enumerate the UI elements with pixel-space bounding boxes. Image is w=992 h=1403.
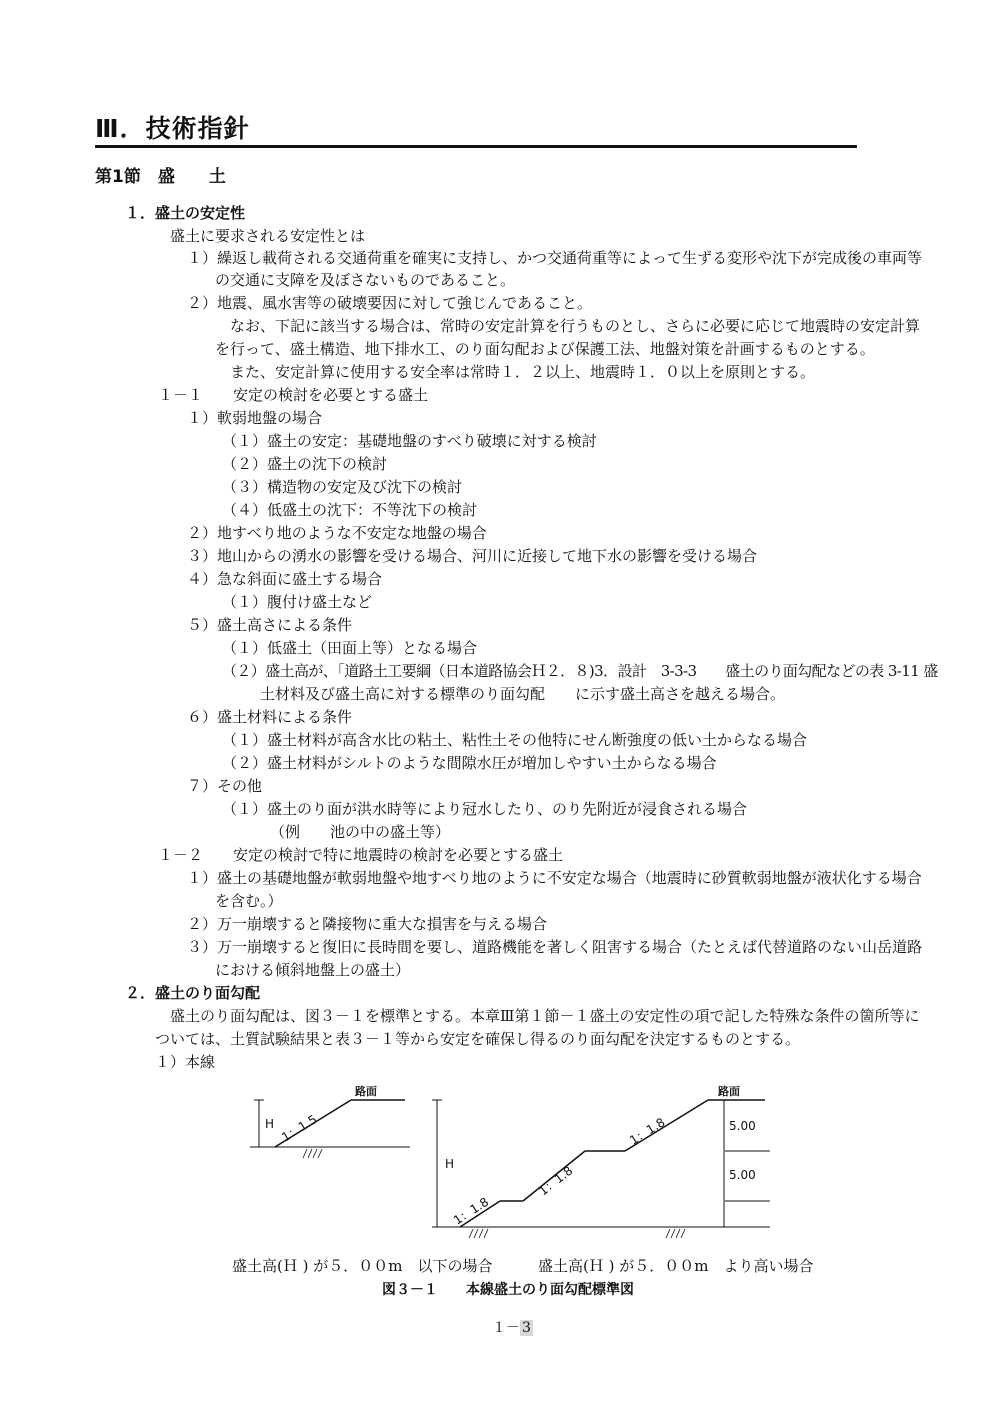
list-subitem: （１）盛土の安定：基礎地盤のすべり破壊に対する検討 <box>222 432 597 450</box>
list-item: ５）盛土高さによる条件 <box>187 616 353 634</box>
list-subitem-cont: 土材料及び盛土高に対する標準のり面勾配 に示す盛土高さを越える場合。 <box>260 685 786 703</box>
list-item: ２）地震、風水害等の破壊要因に対して強じんであること。 <box>187 294 593 312</box>
page-number-value: 3 <box>522 1320 531 1336</box>
page-number-prefix: １－ <box>492 1320 520 1336</box>
figure-left-diagram <box>245 1080 415 1170</box>
list-subitem: （２）盛土の沈下の検討 <box>222 455 388 473</box>
list-item-cont: の交通に支障を及ぼさないものであること。 <box>215 271 516 289</box>
paragraph: なお、下記に該当する場合は、常時の安定計算を行うものとし、さらに必要に応じて地震時の安定計算 <box>230 317 921 335</box>
chapter-title-rule <box>95 145 857 148</box>
list-item-cont: を含む。） <box>215 892 283 910</box>
subsection-2-title: ２．盛土のり面勾配 <box>125 984 261 1002</box>
list-subitem: （１）盛土のり面が洪水時等により冠水したり、のり先附近が浸食される場合 <box>222 800 748 818</box>
list-subitem: （２）盛土高が、「道路土工要綱（日本道路協会Ｈ２．８)3．設計 3-3-3 盛土のり面勾配などの表 3-11 盛 <box>222 662 938 680</box>
paragraph: また、安定計算に使用する安全率は常時１．２以上、地震時１．０以上を原則とする。 <box>230 363 816 381</box>
list-subitem: （１）腹付け盛土など <box>222 593 373 611</box>
list-item: ７）その他 <box>187 777 263 795</box>
section-title: 第1節 盛 土 <box>95 167 226 187</box>
list-subitem: （１）低盛土（田面上等）となる場合 <box>222 639 478 657</box>
list-item-cont: における傾斜地盤上の盛土） <box>215 961 411 979</box>
list-item: １）軟弱地盤の場合 <box>187 409 323 427</box>
page-number <box>492 1320 533 1336</box>
list-subitem-example: （例 池の中の盛土等） <box>270 823 451 841</box>
subsection-1-title: １．盛土の安定性 <box>125 204 246 222</box>
figure-right-diagram <box>425 1080 770 1250</box>
list-item: ２）万一崩壊すると隣接物に重大な損害を与える場合 <box>187 915 548 933</box>
height-label-left: H <box>265 1117 275 1131</box>
figure-title: 図３－１ 本線盛土のり面勾配標準図 <box>382 1282 634 1298</box>
subheading-1-1: １－１ 安定の検討を必要とする盛土 <box>158 386 429 404</box>
paragraph: 盛土のり面勾配は、図３－１を標準とする。本章Ⅲ第１節－１盛土の安定性の項で記した特殊な条件の箇所等に <box>170 1007 920 1025</box>
paragraph: 盛土に要求される安定性とは <box>170 227 366 245</box>
figure-right-caption: 盛土高(Ｈ ) が５．００m より高い場合 <box>538 1257 814 1275</box>
height-label-right: H <box>445 1157 455 1171</box>
list-item: ３）万一崩壊すると復旧に長時間を要し、道路機能を著しく阻害する場合（たとえば代替道路のない山岳道路 <box>187 938 923 956</box>
subheading-1-2: １－２ 安定の検討で特に地震時の検討を必要とする盛土 <box>158 846 564 864</box>
list-subitem: （１）盛土材料が高含水比の粘土、粘性土その他特にせん断強度の低い土からなる場合 <box>222 731 808 749</box>
slope-ratio-right-lower: 1：1.8 <box>451 1194 492 1228</box>
list-subitem: （３）構造物の安定及び沈下の検討 <box>222 478 463 496</box>
slope-ratio-right-upper: 1：1.8 <box>627 1115 668 1148</box>
list-item: ４）急な斜面に盛土する場合 <box>187 570 383 588</box>
slope-ratio-left: 1：1.5 <box>279 1112 320 1145</box>
dimension-upper: 5.00 <box>729 1119 756 1133</box>
list-item: １）繰返し載荷される交通荷重を確実に支持し、かつ交通荷重等によって生ずる変形や沈下が完成後の車両等 <box>187 249 923 267</box>
list-item: ６）盛土材料による条件 <box>187 708 353 726</box>
dimension-lower: 5.00 <box>729 1168 756 1182</box>
figure-left-caption: 盛土高(Ｈ ) が５．００m 以下の場合 <box>232 1257 493 1275</box>
list-subitem: （４）低盛土の沈下：不等沈下の検討 <box>222 501 478 519</box>
road-surface-label-left: 路面 <box>355 1085 377 1098</box>
list-subitem: （２）盛土材料がシルトのような間隙水圧が増加しやすい土からなる場合 <box>222 754 717 772</box>
paragraph-cont: を行って、盛土構造、地下排水工、のり面勾配および保護工法、地盤対策を計画するものとする。 <box>215 340 875 358</box>
list-item: １）盛土の基礎地盤が軟弱地盤や地すべり地のように不安定な場合（地震時に砂質軟弱地盤が液状化する場合 <box>187 869 922 887</box>
list-item: １）本線 <box>155 1053 216 1071</box>
chapter-title: Ⅲ．技術指針 <box>95 114 250 143</box>
road-surface-label-right: 路面 <box>718 1085 740 1098</box>
list-item: ３）地山からの湧水の影響を受ける場合、河川に近接して地下水の影響を受ける場合 <box>187 547 758 565</box>
list-item: ２）地すべり地のような不安定な地盤の場合 <box>187 524 487 542</box>
paragraph-cont: ついては、土質試験結果と表３－１等から安定を確保し得るのり面勾配を決定するものとする。 <box>155 1030 801 1048</box>
slope-ratio-right-middle: 1：1.8 <box>536 1163 576 1199</box>
